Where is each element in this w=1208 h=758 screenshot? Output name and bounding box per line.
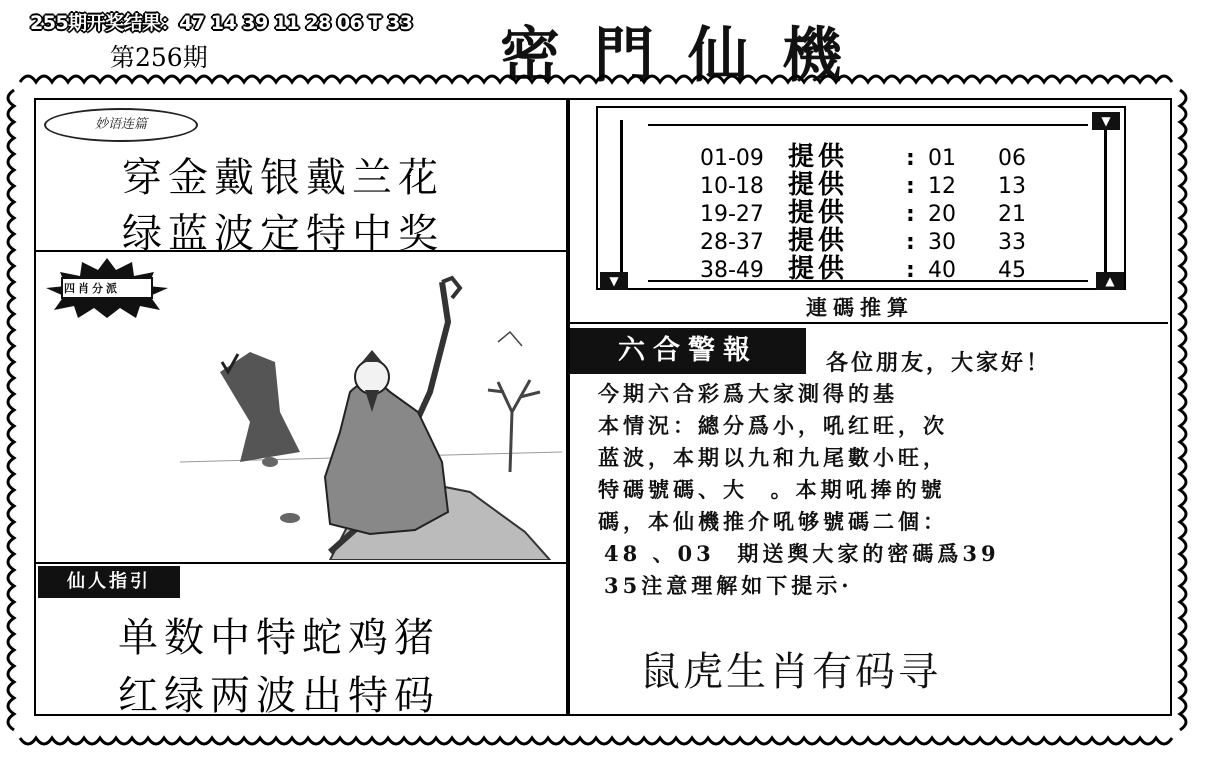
range-row: 10-18 提供 : 12 13 — [700, 164, 1026, 201]
warning-line: 蓝波，本期以九和九尾數小旺， — [598, 445, 948, 470]
corner-ornament-icon: ▼ — [1092, 112, 1120, 130]
range-number-a: 12 — [928, 174, 956, 199]
range-number-a: 20 — [928, 202, 956, 227]
range-row: 01-09 提供 : 01 06 — [700, 136, 1026, 173]
range-row: 38-49 提供 : 40 45 — [700, 248, 1026, 285]
range-number-b: 33 — [998, 230, 1026, 255]
warning-line: 特碼號碼、大 。本期吼捧的號 — [598, 477, 946, 502]
range-row: 28-37 提供 : 30 33 — [700, 220, 1026, 257]
corner-ornament-icon: ▼ — [600, 272, 628, 290]
provide-label: 提供 — [788, 254, 849, 284]
warning-line: 碼，本仙機推介吼够號碼二個： — [598, 509, 948, 534]
poem2-line1: 单数中特蛇鸡猪 — [118, 615, 440, 661]
range-caption: 連碼推算 — [806, 295, 914, 320]
warning-line: 本情況：總分爲小，吼红旺，次 — [598, 413, 948, 438]
range-number-a: 01 — [928, 146, 956, 171]
zodiac-hint: 鼠虎生肖有码寻 — [640, 649, 941, 695]
divider — [568, 322, 1168, 324]
range-label: 10-18 — [700, 174, 764, 199]
scroll-rod-left — [620, 120, 623, 272]
masthead-title: 密門仙機 — [500, 21, 876, 91]
provide-label: 提供 — [788, 170, 849, 200]
pill-title: 妙语连篇 — [44, 108, 198, 142]
range-number-b: 21 — [998, 202, 1026, 227]
range-row: 19-27 提供 : 20 21 — [700, 192, 1026, 229]
scroll-rod-right — [1104, 120, 1107, 272]
range-number-a: 30 — [928, 230, 956, 255]
sage-illustration — [180, 262, 562, 560]
poem2-line2: 红绿两波出特码 — [118, 673, 440, 719]
range-number-a: 40 — [928, 258, 956, 283]
corner-ornament-icon: ▲ — [1096, 272, 1124, 290]
range-number-b: 45 — [998, 258, 1026, 283]
provide-label: 提供 — [788, 142, 849, 172]
range-label: 28-37 — [700, 230, 764, 255]
provide-label: 提供 — [788, 198, 849, 228]
warning-label: 六合警報 — [570, 328, 806, 374]
provide-label: 提供 — [788, 226, 849, 256]
range-number-b: 13 — [998, 174, 1026, 199]
warning-line: 今期六合彩爲大家測得的基 — [598, 381, 898, 406]
warning-greeting: 各位朋友，大家好！ — [826, 350, 1052, 376]
issue-number: 第256期 — [110, 43, 208, 72]
range-number-b: 06 — [998, 146, 1026, 171]
range-label: 38-49 — [700, 258, 764, 283]
divider — [36, 562, 566, 564]
poem1-line2: 绿蓝波定特中奖 — [122, 211, 444, 257]
range-label: 01-09 — [700, 146, 764, 171]
section-label: 仙人指引 — [38, 566, 180, 598]
table-top-rule — [648, 124, 1088, 126]
poem1-line1: 穿金戴银戴兰花 — [122, 155, 444, 201]
previous-result: 255期开奖结果：47 14 39 11 28 06 T 33 — [30, 12, 413, 34]
range-label: 19-27 — [700, 202, 764, 227]
warning-line: 48 、03 期送舆大家的密碼爲39 — [604, 541, 1000, 566]
warning-line: 35注意理解如下提示· — [604, 573, 853, 598]
badge-label: 四肖分派 — [64, 282, 120, 295]
